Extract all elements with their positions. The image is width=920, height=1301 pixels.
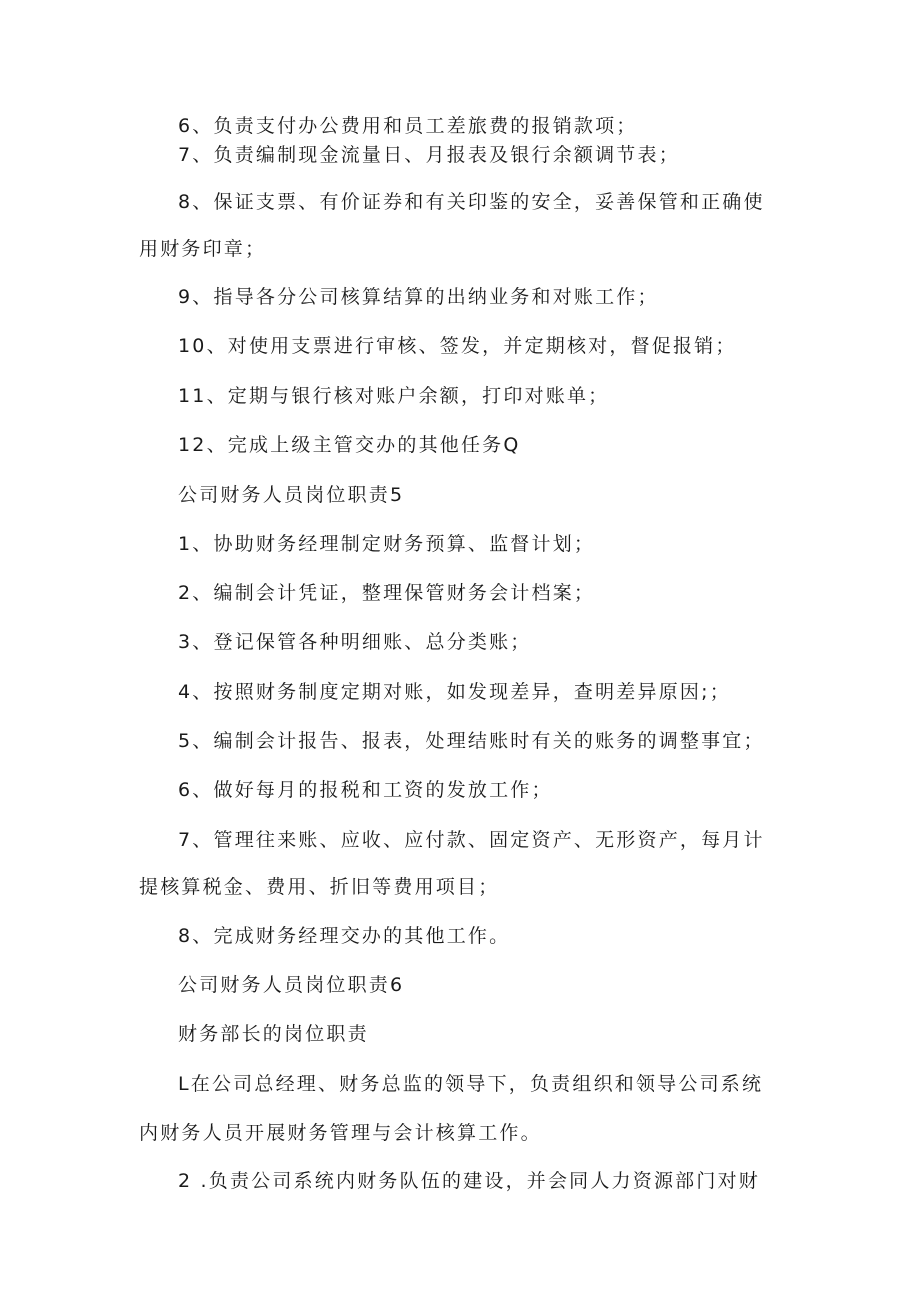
duty-line-8: 8、保证支票、有价证券和有关印鉴的安全，妥善保管和正确使 — [178, 191, 765, 213]
section5-item-3: 3、登记保管各种明细账、总分类账； — [178, 631, 532, 653]
section6-item-2: 2 .负责公司系统内财务队伍的建设，并会同人力资源部门对财 — [178, 1170, 760, 1192]
section5-item-7: 7、管理往来账、应收、应付款、固定资产、无形资产，每月计 — [178, 829, 765, 851]
section5-item-1: 1、协助财务经理制定财务预算、监督计划； — [178, 533, 596, 555]
duty-line-12: 12、完成上级主管交办的其他任务Q — [178, 434, 521, 456]
section5-item-7-continued: 提核算税金、费用、折旧等费用项目； — [139, 876, 500, 898]
duty-line-7: 7、负责编制现金流量日、月报表及银行余额调节表； — [178, 144, 680, 166]
section5-item-6: 6、做好每月的报税和工资的发放工作； — [178, 779, 553, 801]
section5-item-8: 8、完成财务经理交办的其他工作。 — [178, 925, 511, 947]
section-heading-5: 公司财务人员岗位职责5 — [178, 484, 405, 506]
duty-line-10: 10、对使用支票进行审核、签发，并定期核对，督促报销； — [178, 335, 737, 357]
duty-line-6: 6、负责支付办公费用和员工差旅费的报销款项； — [178, 115, 638, 137]
section-heading-6: 公司财务人员岗位职责6 — [178, 974, 405, 996]
section5-item-4: 4、按照财务制度定期对账，如发现差异，查明差异原因;； — [178, 681, 731, 703]
duty-line-9: 9、指导各分公司核算结算的出纳业务和对账工作； — [178, 286, 659, 308]
section5-item-2: 2、编制会计凭证，整理保管财务会计档案； — [178, 582, 596, 604]
duty-line-11: 11、定期与银行核对账户余额，打印对账单； — [178, 385, 610, 407]
section6-item-1-continued: 内财务人员开展财务管理与会计核算工作。 — [139, 1122, 542, 1144]
duty-line-8-continued: 用财务印章； — [139, 238, 267, 260]
section6-item-1: L在公司总经理、财务总监的领导下，负责组织和领导公司系统 — [178, 1073, 764, 1095]
section5-item-5: 5、编制会计报告、报表，处理结账时有关的账务的调整事宜； — [178, 730, 765, 752]
subsection-heading: 财务部长的岗位职责 — [178, 1023, 369, 1045]
